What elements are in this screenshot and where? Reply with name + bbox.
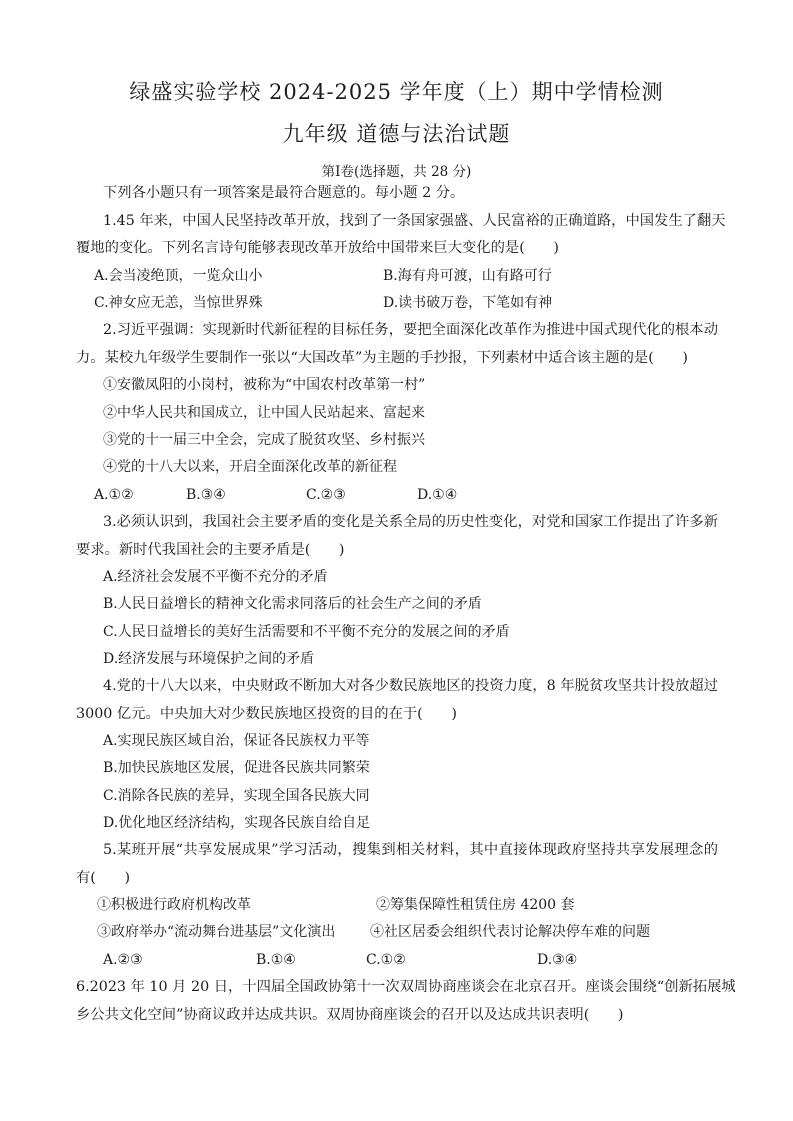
- q5-statement-3: ③政府举办“流动舞台进基层”文化演出: [97, 924, 336, 940]
- q4-option-c: C.消除各民族的差异，实现全国各民族大同: [103, 788, 370, 804]
- q3-stem-line1: 3.必须认识到，我国社会主要矛盾的变化是关系全局的历史性变化，对党和国家工作提出了许多新: [103, 514, 718, 530]
- q3-stem-line2: 要求。新时代我国社会的主要矛盾是( ): [76, 542, 345, 558]
- exam-subtitle: 九年级 道德与法治试题: [282, 122, 511, 146]
- q2-option-b: B.③④: [186, 487, 226, 503]
- q2-statement-2: ②中华人民共和国成立，让中国人民站起来、富起来: [103, 405, 425, 421]
- q3-option-b: B.人民日益增长的精神文化需求同落后的社会生产之间的矛盾: [103, 596, 482, 612]
- q2-option-c: C.②③: [306, 487, 346, 503]
- q5-option-a: A.②③: [103, 952, 143, 968]
- q5-statement-2: ②筹集保障性租赁住房 4200 套: [376, 897, 575, 913]
- q1-option-a: A.会当凌绝顶，一览众山小: [94, 268, 263, 284]
- q3-option-d: D.经济发展与环境保护之间的矛盾: [103, 651, 315, 667]
- q4-option-a: A.实现民族区域自治，保证各民族权力平等: [103, 733, 370, 749]
- q2-option-d: D.①④: [417, 487, 458, 503]
- q3-option-a: A.经济社会发展不平衡不充分的矛盾: [103, 569, 328, 585]
- section-heading: 第Ⅰ卷(选择题，共 28 分): [321, 164, 472, 180]
- q2-statement-1: ①安徽凤阳的小岗村，被称为“中国农村改革第一村”: [103, 377, 426, 393]
- q1-stem-line2: 覆地的变化。下列名言诗句能够表现改革开放给中国带来巨大变化的是( ): [76, 240, 559, 256]
- q1-stem-line1: 1.45 年来，中国人民坚持改革开放，找到了一条国家强盛、人民富裕的正确道路，中国发生了翻天: [103, 213, 726, 229]
- q5-option-c: C.①②: [366, 952, 406, 968]
- q5-stem-line1: 5.某班开展“共享发展成果”学习活动，搜集到相关材料，其中直接体现政府坚持共享发展理念的: [103, 842, 718, 858]
- q6-stem-line1: 6.2023 年 10 月 20 日，十四届全国政协第十一次双周协商座谈会在北京召开。座谈会围绕“创新拓展城: [76, 979, 736, 995]
- q5-stem-line2: 有( ): [76, 870, 131, 886]
- q3-option-c: C.人民日益增长的美好生活需要和不平衡不充分的发展之间的矛盾: [103, 624, 510, 640]
- q2-stem-line1: 2.习近平强调：实现新时代新征程的目标任务，要把全面深化改革作为推进中国式现代化的根本动: [103, 322, 718, 338]
- instruction-text: 下列各小题只有一项答案是最符合题意的。每小题 2 分。: [103, 185, 465, 201]
- exam-title: 绿盛实验学校 2024-2025 学年度（上）期中学情检测: [129, 80, 664, 104]
- q1-option-c: C.神女应无恙，当惊世界殊: [94, 295, 263, 311]
- q1-option-d: D.读书破万卷，下笔如有神: [383, 295, 553, 311]
- q1-option-b: B.海有舟可渡，山有路可行: [383, 268, 552, 284]
- q2-statement-3: ③党的十一届三中全会，完成了脱贫攻坚、乡村振兴: [103, 432, 425, 448]
- q2-option-a: A.①②: [94, 487, 134, 503]
- q4-stem-line2: 3000 亿元。中央加大对少数民族地区投资的目的在于( ): [76, 706, 457, 722]
- q5-option-d: D.③④: [537, 952, 578, 968]
- q5-statement-1: ①积极进行政府机构改革: [97, 897, 251, 913]
- q4-option-b: B.加快民族地区发展，促进各民族共同繁荣: [103, 760, 370, 776]
- q2-stem-line2: 力。某校九年级学生要制作一张以“大国改革”为主题的手抄报，下列素材中适合该主题的是( ): [76, 350, 688, 366]
- q2-statement-4: ④党的十八大以来，开启全面深化改革的新征程: [103, 459, 397, 475]
- q5-option-b: B.①④: [256, 952, 296, 968]
- q5-statement-4: ④社区居委会组织代表讨论解决停车难的问题: [370, 924, 650, 940]
- q4-stem-line1: 4.党的十八大以来，中央财政不断加大对各少数民族地区的投资力度，8 年脱贫攻坚共计投放超过: [103, 678, 718, 694]
- q6-stem-line2: 乡公共文化空间”协商议政并达成共识。双周协商座谈会的召开以及达成共识表明( ): [76, 1007, 624, 1023]
- q4-option-d: D.优化地区经济结构，实现各民族自给自足: [103, 815, 371, 831]
